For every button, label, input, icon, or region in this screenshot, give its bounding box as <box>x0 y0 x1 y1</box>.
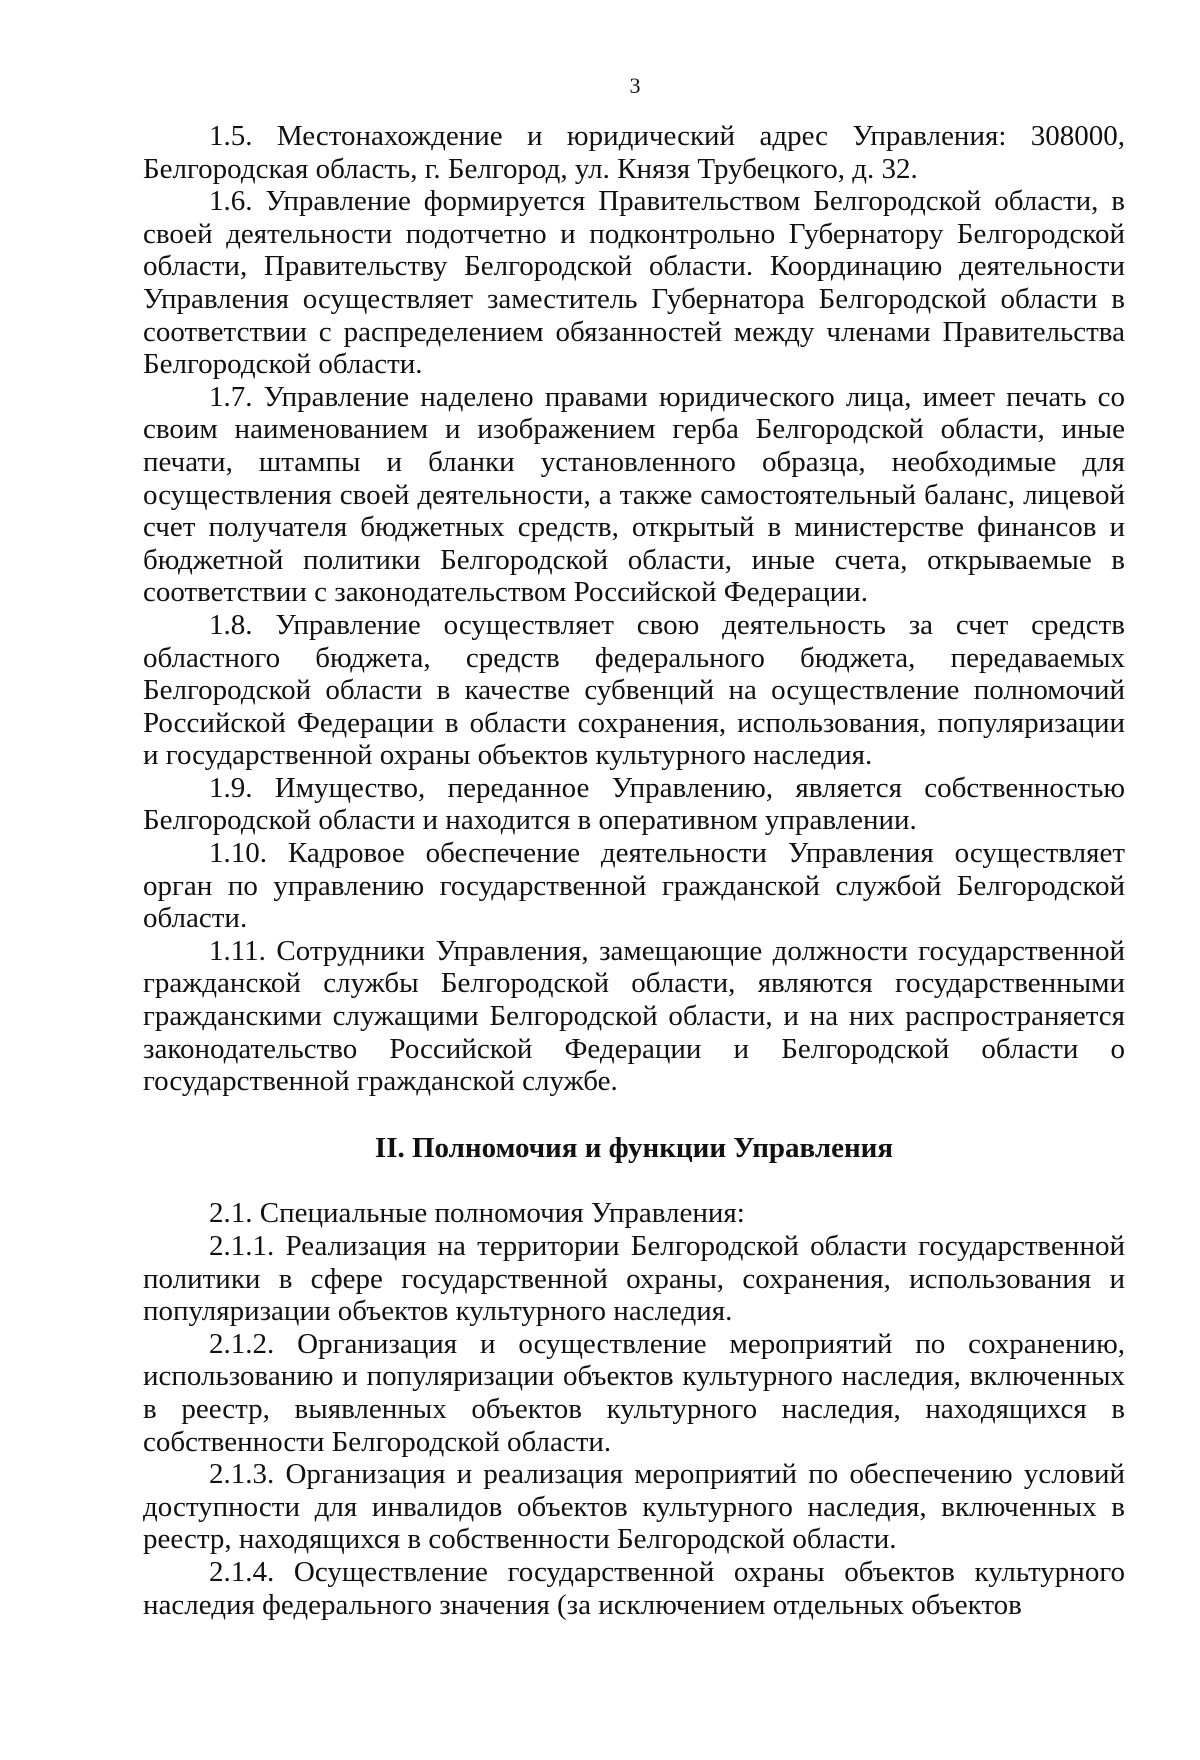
paragraph-1-7: 1.7. Управление наделено правами юридического лица, имеет печать со своим наименованием и изображением герба Белгородской области, иные печати, штампы и бланки установленного образца, необходимые для осуществления своей деятельности, а также самостоятельный баланс, лицевой счет получателя бюджетных средств, открытый в министерстве финансов и бюджетной политики Белгородской области, иные счета, открываемые в соответствии с законодательством Российской Федерации. <box>143 380 1125 609</box>
paragraph-2-1-2: 2.1.2. Организация и осуществление мероприятий по сохранению, использованию и популяризации объектов культурного наследия, включенных в реестр, выявленных объектов культурного наследия, находящихся в собственности Белгородской области. <box>143 1327 1125 1458</box>
paragraph-1-5: 1.5. Местонахождение и юридический адрес Управления: 308000, Белгородская область, г. Белгород, ул. Князя Трубецкого, д. 32. <box>143 120 1125 185</box>
section-heading: II. Полномочия и функции Управления <box>374 1131 894 1164</box>
paragraph-1-10: 1.10. Кадровое обеспечение деятельности Управления осуществляет орган по управлению государственной гражданской службой Белгородской области. <box>143 837 1125 935</box>
paragraph-2-1-1: 2.1.1. Реализация на территории Белгородской области государственной политики в сфере государственной охраны, сохранения, использования и популяризации объектов культурного наследия. <box>143 1230 1125 1328</box>
paragraph-2-1-3: 2.1.3. Организация и реализация мероприятий по обеспечению условий доступности для инвалидов объектов культурного наследия, включенных в реестр, находящихся в собственности Белгородской области. <box>143 1458 1125 1556</box>
paragraph-1-9: 1.9. Имущество, переданное Управлению, является собственностью Белгородской области и находится в оперативном управлении. <box>143 771 1125 837</box>
paragraph-1-8: 1.8. Управление осуществляет свою деятельность за счет средств областного бюджета, средств федерального бюджета, передаваемых Белгородской области в качестве субвенций на осуществление полномочий Российской Федерации в области сохранения, использования, популяризации и государственной охраны объектов культурного наследия. <box>143 608 1125 772</box>
paragraph-2-1-4: 2.1.4. Осуществление государственной охраны объектов культурного наследия федерального значения (за исключением отдельных объектов <box>143 1555 1125 1621</box>
paragraph-1-6: 1.6. Управление формируется Правительством Белгородской области, в своей деятельности подотчетно и подконтрольно Губернатору Белгородской области, Правительству Белгородской области. Координацию деятельности Управления осуществляет заместитель Губернатора Белгородской области в соответствии с распределением обязанностей между членами Правительства Белгородской области. <box>143 185 1125 381</box>
page-number: 3 <box>629 73 641 98</box>
paragraph-2-1: 2.1. Специальные полномочия Управления: <box>209 1197 745 1230</box>
document-body <box>143 120 1125 1621</box>
paragraph-1-11: 1.11. Сотрудники Управления, замещающие должности государственной гражданской службы Белгородской области, являются государственными гражданскими служащими Белгородской области, и на них распространяется законодательство Российской Федерации и Белгородской области о государственной гражданской службе. <box>143 934 1125 1098</box>
